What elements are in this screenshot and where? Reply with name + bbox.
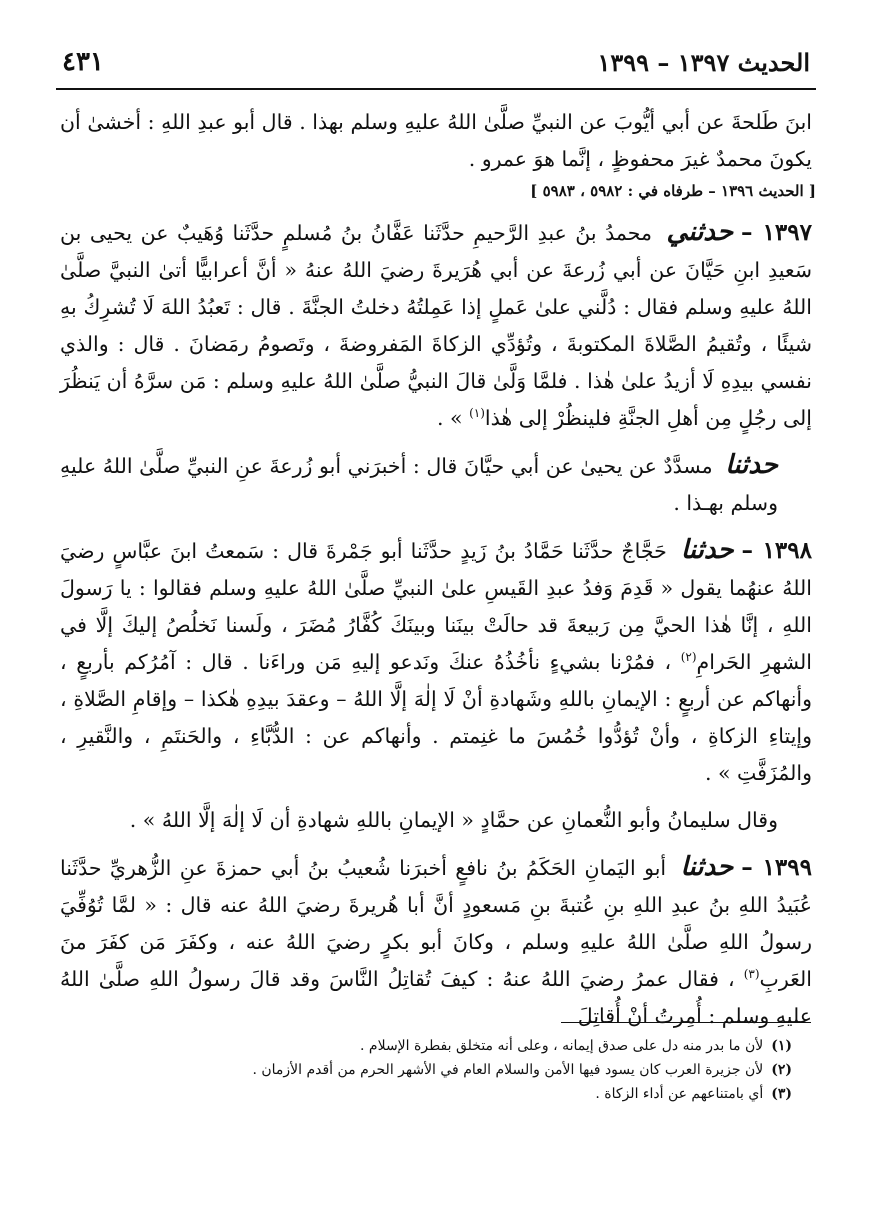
footnote-number: (٣) [771,1086,792,1102]
hadith-number: ١٣٩٨ – [741,537,812,564]
footnote-number: (٢) [771,1062,792,1078]
cross-reference: [ الحديث ١٣٩٦ – طرفاه في : ٥٩٨٢ ، ٥٩٨٣ ] [530,182,816,200]
narration-word: حدثني [666,217,734,247]
hadith-text: محمدُ بنُ عبدِ الرَّحيمِ حدَّثَنا عَفَّانُ بنُ مُسلمٍ حدَّثَنا وُهَيبٌ عن يحيى بن سَعيدِ ابنِ حَيَّانَ عن أبي زُرعةَ عن أبي هُرَيرةَ رضيَ اللهُ عنهُ « أنَّ أعرابيًّا أتىٰ النبيَّ صلَّىٰ اللهُ عليهِ وسلم فقال : دُلَّني علىٰ عَملٍ إذا عَمِلتُهُ دخلتُ الجنَّةَ . قال : تَعبُدُ اللهَ لَا تُشرِكُ بهِ شيئًا ، وتُقيمُ الصَّلاةَ المكتوبةَ ، وتُؤدِّي الزكاةَ المَفروضةَ ، وتَصومُ رمَضانَ . قال : والذي نفسي بيدِهِ لَا أزيدُ علىٰ هٰذا . فلمَّا وَلَّىٰ قالَ النبيُّ صلَّىٰ اللهُ عليهِ وسلم : مَن سرَّهُ أن يَنظُرَ إلى رجُلٍ مِن أهلِ الجنَّةِ فلينظُرْ إلى هٰذا [60,221,812,430]
footnote-text: لأن جزيرة العرب كان يسود فيها الأمن والسلام العام في الأشهر الحرم من أقدم الأزمان . [252,1062,764,1078]
footnote-marker: (٣) [743,967,760,982]
narration-word: حدثنا [680,535,734,565]
footnote-marker: (٢) [680,650,697,665]
footnote-text: أي بامتناعهم عن أداء الزكاة . [595,1086,764,1102]
paragraph-text: ابنَ طَلحةَ عن أبي أيُّوبَ عن النبيِّ صلَّىٰ اللهُ عليهِ وسلم بهذا . قال أبو عبدِ اللهِ : أخشىٰ أن يكونَ محمدٌ غيرَ محفوظٍ ، إنَّما هوَ عمرو . [60,110,812,171]
narration-word: حدثنا [680,852,734,882]
narration-word: حدثنا [725,450,778,480]
hadith-1398-variant [56,802,816,839]
footnote-marker: (١) [469,406,485,421]
footnote-number: (١) [771,1038,792,1054]
narration-text: مسدَّدٌ عن يحيىٰ عن أبي حيَّانَ قال : أخبرَني أبو زُرعةَ عنِ النبيِّ صلَّىٰ اللهُ عليهِ وسلم بهـذا . [60,454,778,515]
footnote-text: لأن ما بدر منه دل على صدق إيمانه ، وعلى أنه متخلق بفطرة الإسلام . [360,1038,764,1054]
hadith-number: ١٣٩٩ – [741,854,812,881]
footnote-divider [561,1022,811,1023]
main-text [56,104,816,1035]
hadith-text-end: » . [436,406,463,430]
hadith-1398 [56,532,816,792]
hadith-1397 [56,214,816,437]
hadith-number: ١٣٩٧ – [741,219,812,246]
musaddad-narration [56,447,816,522]
hadith-1399 [56,849,816,1035]
hadith-text: حَجَّاجٌ حدَّثَنا حَمَّادُ بنُ زَيدٍ حدَّثَنا أبو جَمْرةَ قال : سَمعتُ ابنَ عبَّاسٍ رضيَ اللهُ عنهُما يقول « قَدِمَ وَفدُ عبدِ القَيسِ علىٰ النبيِّ صلَّىٰ اللهُ عليهِ وسلم فقالوا : يا رَسولَ اللهِ ، إنَّا هٰذا الحيَّ مِن رَبيعةَ قد حالَتْ بينَنا وبينَكَ كُفَّارُ مُضَرَ ، ولَسنا نَخلُصُ إليكَ إلَّا في الشهرِ الحَرامِ [60,539,812,674]
hadith-text: أبو اليَمانِ الحَكَمُ بنُ نافعٍ أخبرَنا شُعيبُ بنُ أبي حمزةَ عنِ الزُّهريِّ حدَّثَنا عُبَيدُ اللهِ بنُ عبدِ اللهِ بنِ عُتبةَ بنِ مَسعودٍ أنَّ أبا هُريرةَ رضيَ اللهُ عنه قال : « لمَّا تُوُفِّيَ رسولُ اللهِ صلَّىٰ اللهُ عليهِ وسلم ، وكانَ أبو بكرٍ رضيَ اللهُ عنه ، وكفَرَ مَن كفَرَ منَ العَربِ [60,856,812,991]
running-header [56,40,816,90]
running-title: الحديث ١٣٩٧ – ١٣٩٩ [597,47,810,77]
footnote-1 [56,1034,792,1058]
hadith-text-continued: ، فقال عمرُ رضيَ اللهُ عنهُ : كيفَ تُقاتِلُ النَّاسَ وقد قالَ رسولُ اللهِ صلَّىٰ اللهُ عليهِ وسلم : أُمِرتُ أنْ أُقاتِلَ [60,967,812,1028]
footnote-3 [56,1082,792,1106]
page-number: ٤٣١ [62,47,104,77]
footnotes [56,1034,792,1106]
book-page [56,40,816,1200]
hadith-text-continued: ، فمُرْنا بشيءٍ نأخُذُهُ عنكَ ونَدعو إليهِ مَن وراءَنا . قال : آمُرُكم بأربعٍ ، وأنهاكم عن أربعٍ : الإيمانِ باللهِ وشَهادةِ أنْ لَا إلٰهَ إلَّا اللهُ – وعقدَ بيدِهِ هٰكذا – وإقامِ الصَّلاةِ ، وإيتاءِ الزكاةِ ، وأنْ تُؤدُّوا خُمُسَ ما غنِمتم . وأنهاكم عن : الدُّبَّاءِ ، والحَنتَمِ ، والنَّقيرِ ، والمُزَفَّتِ » . [60,650,812,785]
variant-text: وقال سليمانُ وأبو النُّعمانِ عن حمَّادٍ « الإيمانِ باللهِ شهادةِ أن لَا إلٰهَ إلَّا اللهُ » . [129,808,778,832]
continuation-paragraph [56,104,816,178]
footnote-2 [56,1058,792,1082]
